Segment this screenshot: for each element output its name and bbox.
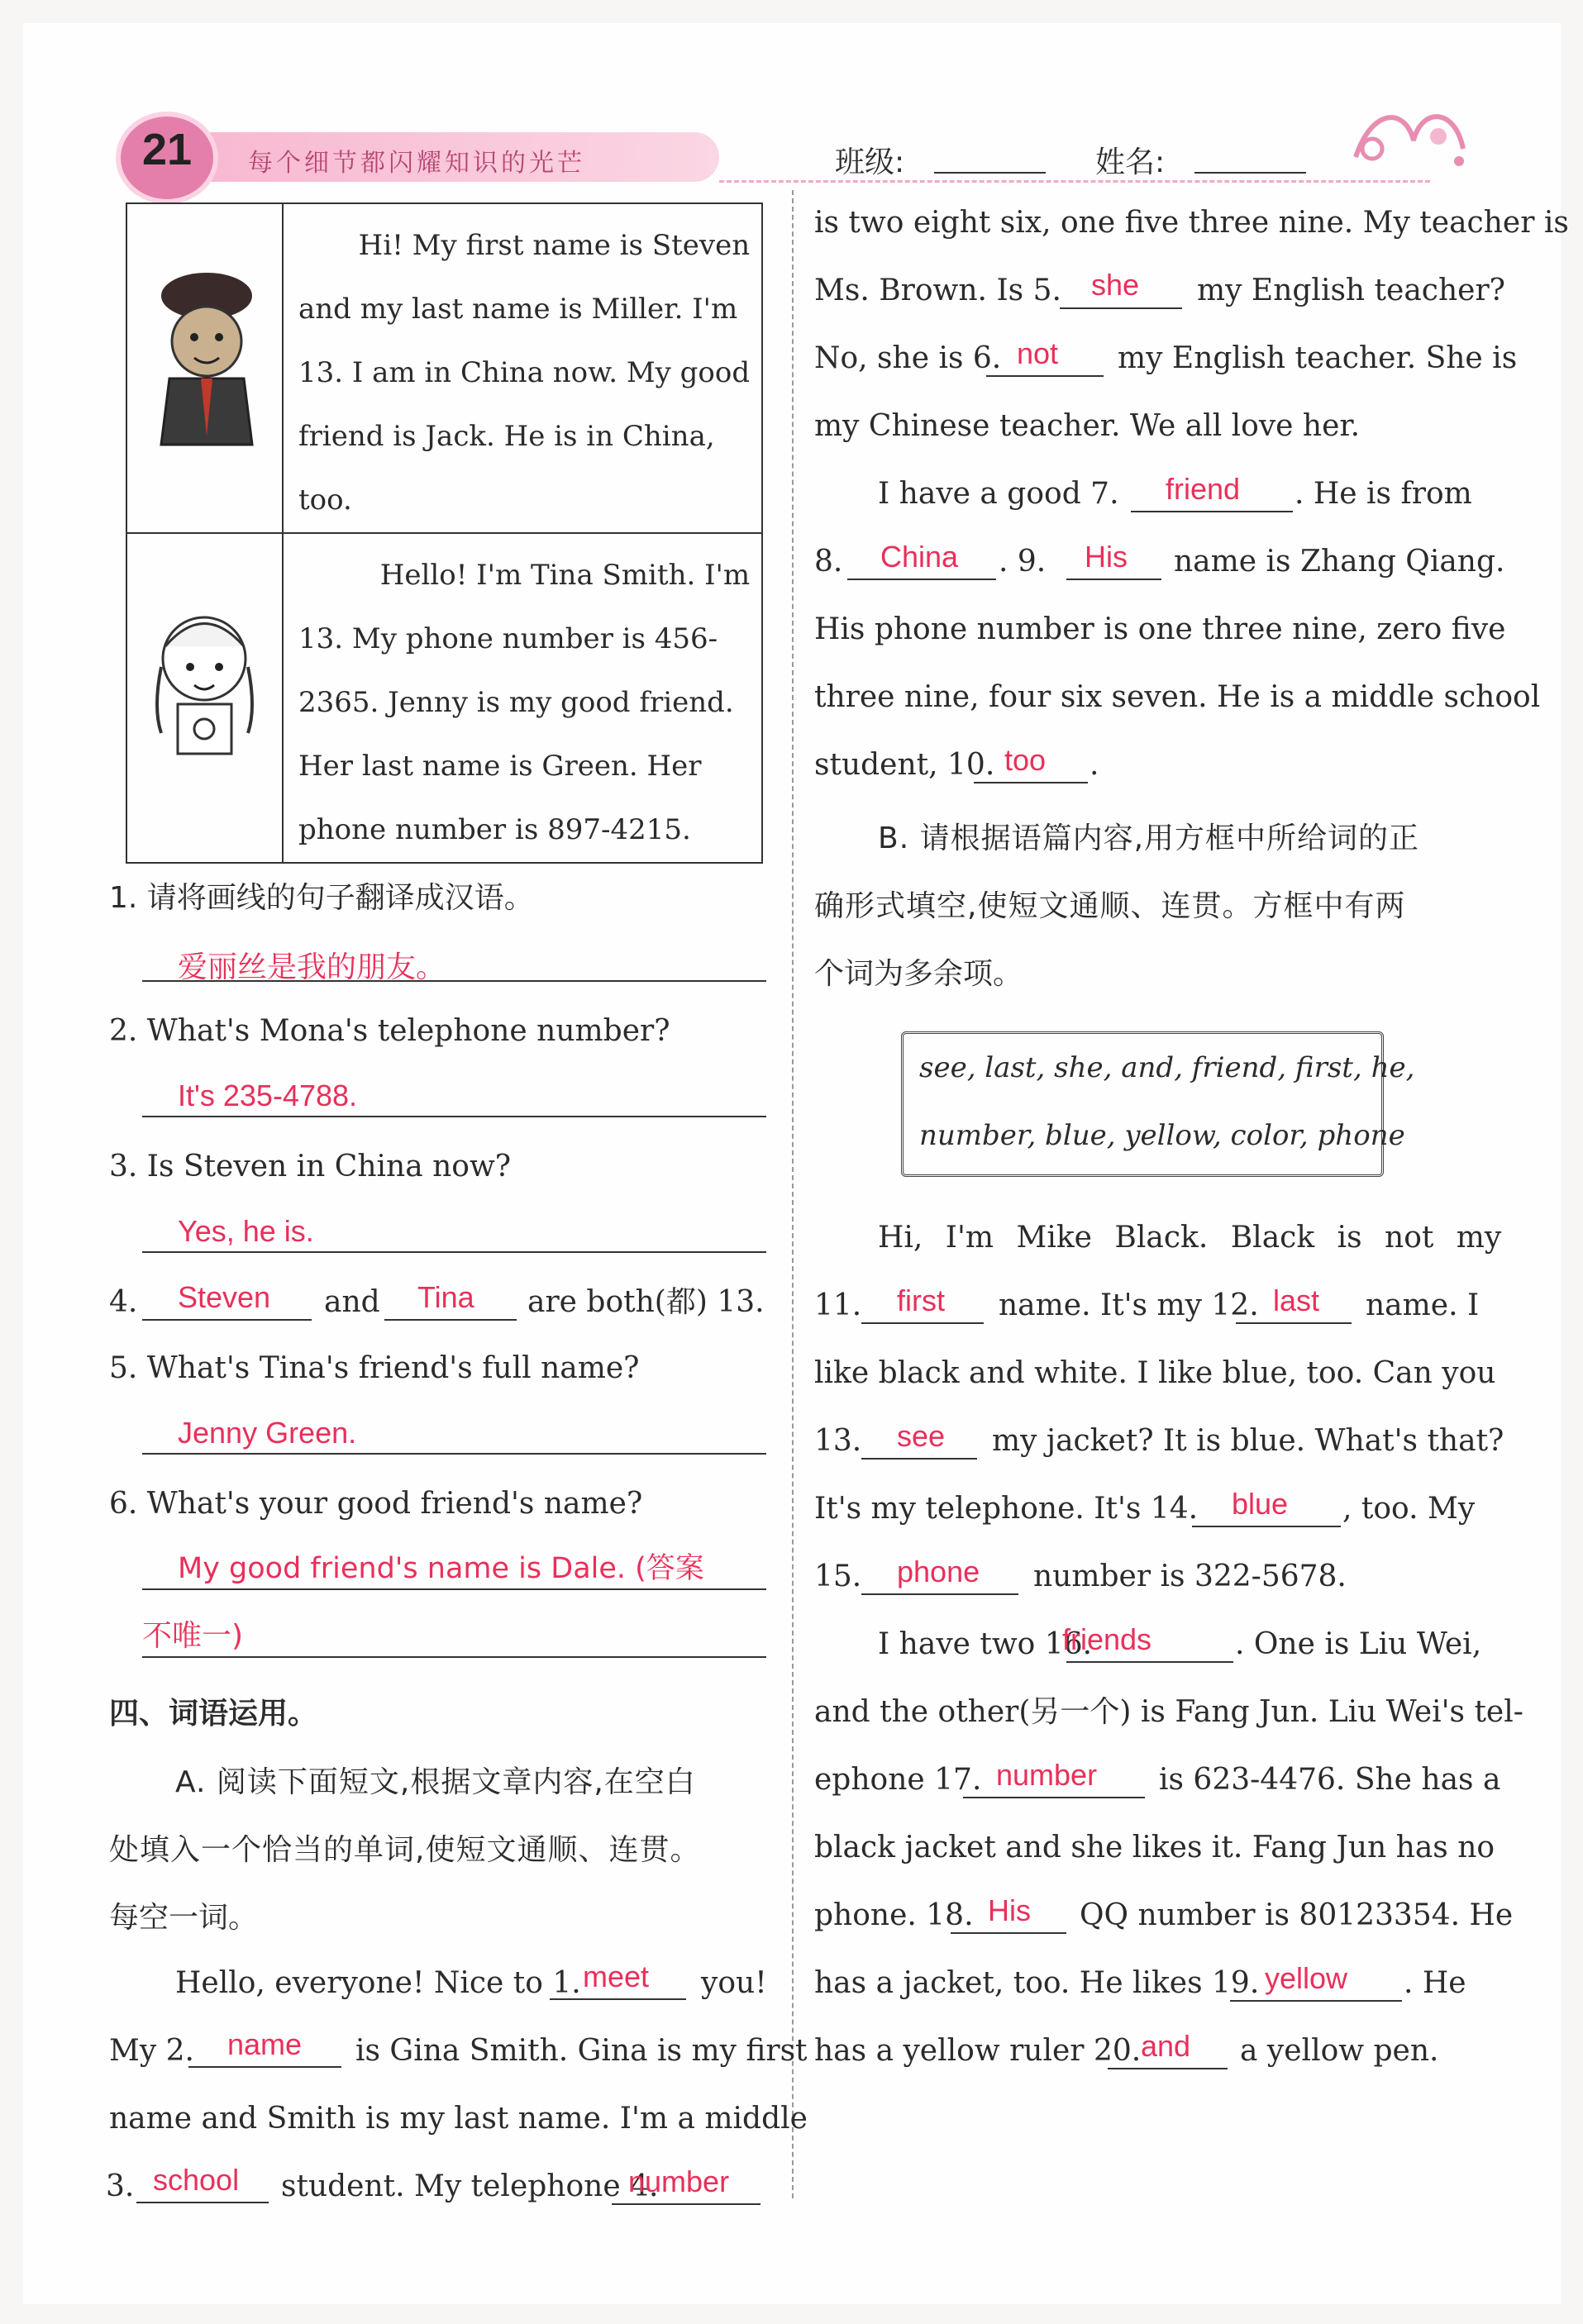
- passage-a-line4b: student. My telephone 4.: [281, 2169, 659, 2203]
- blank-3[interactable]: school: [153, 2163, 240, 2197]
- blank-11[interactable]: first: [897, 1283, 945, 1317]
- steven-line: 13. I am in China now. My good: [298, 356, 751, 389]
- blank-7[interactable]: friend: [1166, 472, 1241, 506]
- answer-6-line1-rule: [142, 1588, 766, 1590]
- answer-3-line: [142, 1251, 766, 1253]
- passage-a-line2b: is Gina Smith. Gina is my first: [355, 2034, 808, 2068]
- blank-11-line: [861, 1322, 984, 1324]
- passage-b-line7a: I have two 16.: [878, 1627, 1093, 1661]
- blank-5-line: [1060, 307, 1182, 309]
- passage-b-line5b: , too. My: [1342, 1492, 1476, 1526]
- page-number: 21: [141, 125, 193, 174]
- question-2: 2. What's Mona's telephone number?: [109, 1014, 670, 1048]
- passage-b-line4b: my jacket? It is blue. What's that?: [992, 1424, 1504, 1458]
- passage-b-line12a: has a jacket, too. He likes 19.: [814, 1966, 1260, 2000]
- answer-2-line: [142, 1116, 766, 1117]
- passage-a-right3a: No, she is 6.: [814, 341, 1002, 375]
- boy-cartoon-icon: [128, 205, 281, 519]
- instruction-a-3: 每空一词。: [109, 1901, 259, 1935]
- passage-b-line10: black jacket and she likes it. Fang Jun has no: [814, 1831, 1495, 1864]
- instruction-b-1: B. 请根据语篇内容,用方框中所给词的正: [878, 821, 1420, 855]
- blank-9-line: [1066, 579, 1161, 580]
- question-3: 3. Is Steven in China now?: [109, 1150, 512, 1183]
- passage-a-right1: is two eight six, one five three nine. My teacher is: [814, 206, 1569, 240]
- blank-2[interactable]: name: [227, 2027, 303, 2061]
- blank-10[interactable]: too: [1004, 743, 1047, 777]
- answer-1-line: [142, 980, 766, 982]
- tina-line: 13. My phone number is 456-: [298, 622, 718, 655]
- passage-b-line2b: name. It's my 12.: [999, 1288, 1259, 1322]
- passage-a-line3: name and Smith is my last name. I'm a middle: [109, 2102, 808, 2136]
- blank-18[interactable]: His: [988, 1893, 1031, 1927]
- passage-a-right2b: my English teacher?: [1197, 274, 1505, 307]
- word-box-line1: see, last, she, and, friend, first, he,: [919, 1051, 1415, 1084]
- passage-b-line1: Hi, I'm Mike Black. Black is not my: [878, 1221, 1502, 1255]
- blank-16-line: [1066, 1661, 1233, 1663]
- question-1: 1. 请将画线的句子翻译成汉语。: [109, 881, 534, 915]
- blank-15-line: [861, 1593, 1018, 1595]
- answer-5[interactable]: Jenny Green.: [178, 1416, 357, 1450]
- blank-8-line: [847, 579, 996, 580]
- blank-19-line: [1230, 2000, 1402, 2002]
- blank-13-line: [861, 1458, 977, 1460]
- blank-14-line: [1192, 1526, 1341, 1527]
- passage-a-line4a: 3.: [106, 2169, 135, 2203]
- tina-line: phone number is 897-4215.: [298, 813, 691, 846]
- header-dashes: [719, 180, 1430, 183]
- tina-picture-cell: [126, 533, 283, 863]
- blank-4[interactable]: number: [628, 2164, 730, 2198]
- column-divider: [792, 190, 794, 2198]
- passage-a-right3b: my English teacher. She is: [1118, 341, 1518, 375]
- answer-4a[interactable]: Steven: [178, 1280, 271, 1314]
- passage-a-right9a: student, 10.: [814, 748, 995, 782]
- blank-1[interactable]: meet: [583, 1960, 650, 1993]
- question-5: 5. What's Tina's friend's full name?: [109, 1351, 640, 1385]
- passage-b-line12b: . He: [1404, 1966, 1466, 2000]
- passage-b-line7b: . One is Liu Wei,: [1235, 1627, 1482, 1661]
- answer-4b[interactable]: Tina: [417, 1280, 474, 1314]
- instruction-a-2: 处填入一个恰当的单词,使短文通顺、连贯。: [109, 1833, 701, 1867]
- passage-a-right5a: I have a good 7.: [878, 477, 1119, 511]
- blank-7-line: [1131, 511, 1293, 512]
- word-box-line2: number, blue, yellow, color, phone: [919, 1119, 1405, 1152]
- passage-b-line13b: a yellow pen.: [1240, 2034, 1439, 2068]
- answer-3[interactable]: Yes, he is.: [178, 1214, 314, 1248]
- blank-19[interactable]: yellow: [1265, 1961, 1348, 1995]
- blank-12[interactable]: last: [1273, 1283, 1320, 1317]
- passage-a-line1a: Hello, everyone! Nice to 1.: [175, 1966, 581, 2000]
- answer-2[interactable]: It's 235-4788.: [178, 1079, 358, 1112]
- question-4-number: 4.: [109, 1285, 138, 1319]
- blank-16[interactable]: friends: [1062, 1622, 1152, 1656]
- tina-line: 2365. Jenny is my good friend.: [298, 686, 734, 719]
- passage-a-right5b: . He is from: [1295, 477, 1472, 511]
- passage-b-line9a: ephone 17.: [814, 1763, 982, 1797]
- question-4-and: and: [324, 1285, 380, 1319]
- instruction-b-2: 确形式填空,使短文通顺、连贯。方框中有两: [814, 889, 1406, 923]
- blank-6-line: [986, 375, 1104, 377]
- passage-a-line2a: My 2.: [109, 2034, 194, 2068]
- passage-a-right6c: name is Zhang Qiang.: [1174, 545, 1505, 579]
- blank-17[interactable]: number: [996, 1758, 1098, 1792]
- question-6: 6. What's your good friend's name?: [109, 1487, 643, 1521]
- ornament-icon: [1339, 91, 1471, 182]
- tina-line: Hello! I'm Tina Smith. I'm: [379, 559, 751, 592]
- passage-b-line3: like black and white. I like blue, too. Can you: [814, 1356, 1496, 1390]
- tina-text-cell: [283, 533, 762, 863]
- instruction-a-1: A. 阅读下面短文,根据文章内容,在空白: [175, 1765, 696, 1799]
- passage-b-line11a: phone. 18.: [814, 1898, 974, 1932]
- passage-b-line2a: 11.: [814, 1288, 862, 1322]
- blank-20[interactable]: and: [1141, 2029, 1191, 2063]
- blank-10-line: [974, 782, 1088, 783]
- blank-9[interactable]: His: [1085, 540, 1128, 574]
- steven-picture-cell: [126, 203, 283, 533]
- instruction-b-3: 个词为多余项。: [814, 957, 1023, 991]
- passage-b-line2c: name. I: [1366, 1288, 1480, 1322]
- passage-a-right6b: . 9.: [999, 545, 1047, 579]
- passage-b-line11b: QQ number is 80123354. He: [1080, 1898, 1514, 1932]
- answer-4b-line: [384, 1319, 517, 1321]
- steven-text-cell: [283, 203, 762, 533]
- name-field[interactable]: [1194, 172, 1306, 174]
- blank-18-line: [951, 1932, 1066, 1934]
- answer-6-line2-rule: [142, 1656, 766, 1658]
- header-slogan: 每个细节都闪耀知识的光芒: [248, 149, 585, 178]
- section-4-title: 四、词语运用。: [109, 1697, 318, 1731]
- passage-a-line1b: you!: [701, 1966, 767, 2000]
- name-label: 姓名:: [1095, 145, 1166, 179]
- class-field[interactable]: [934, 172, 1046, 174]
- answer-6-line2[interactable]: 不唯一): [142, 1619, 244, 1653]
- passage-b-line5a: It's my telephone. It's 14.: [814, 1492, 1199, 1526]
- question-4-end: are both(都) 13.: [527, 1285, 765, 1319]
- tina-line: Her last name is Green. Her: [298, 750, 702, 783]
- blank-13[interactable]: see: [897, 1419, 946, 1453]
- answer-4a-line: [142, 1319, 312, 1321]
- passage-b-line6a: 15.: [814, 1560, 862, 1593]
- passage-b-line9b: is 623-4476. She has a: [1159, 1763, 1501, 1797]
- answer-5-line: [142, 1453, 766, 1455]
- blank-3-line: [136, 2202, 269, 2203]
- blank-12-line: [1236, 1322, 1352, 1324]
- passage-b-line4a: 13.: [814, 1424, 862, 1458]
- intro-table: [126, 202, 763, 864]
- blank-1-line: [550, 1998, 686, 2000]
- answer-6-line1[interactable]: My good friend's name is Dale. (答案: [178, 1552, 704, 1585]
- steven-line: too.: [298, 483, 352, 517]
- passage-a-right7: His phone number is one three nine, zero five: [814, 612, 1506, 646]
- passage-a-right9b: .: [1090, 748, 1099, 782]
- blank-6[interactable]: not: [1017, 336, 1059, 370]
- blank-20-line: [1108, 2068, 1228, 2069]
- passage-a-right4: my Chinese teacher. We all love her.: [814, 409, 1361, 443]
- steven-line: and my last name is Miller. I'm: [298, 293, 738, 326]
- blank-14[interactable]: blue: [1232, 1487, 1289, 1521]
- blank-8[interactable]: China: [880, 540, 959, 574]
- blank-15[interactable]: phone: [897, 1555, 980, 1588]
- passage-b-line13a: has a yellow ruler 20.: [814, 2034, 1142, 2068]
- blank-4-line: [612, 2203, 761, 2205]
- class-label: 班级:: [835, 145, 905, 179]
- blank-2-line: [188, 2066, 341, 2068]
- passage-a-right8: three nine, four six seven. He is a middle school: [814, 680, 1541, 714]
- steven-line: friend is Jack. He is in China,: [298, 420, 715, 453]
- girl-cartoon-icon: [128, 535, 281, 849]
- blank-5[interactable]: she: [1091, 268, 1140, 302]
- passage-a-right6a: 8.: [814, 545, 843, 579]
- blank-17-line: [963, 1797, 1145, 1798]
- passage-a-right2a: Ms. Brown. Is 5.: [814, 274, 1061, 307]
- passage-b-line8: and the other(另一个) is Fang Jun. Liu Wei's tel-: [814, 1695, 1523, 1729]
- answer-1[interactable]: 爱丽丝是我的朋友。: [178, 950, 446, 984]
- passage-b-line6b: number is 322-5678.: [1033, 1560, 1347, 1593]
- steven-line: Hi! My first name is Steven: [358, 229, 751, 262]
